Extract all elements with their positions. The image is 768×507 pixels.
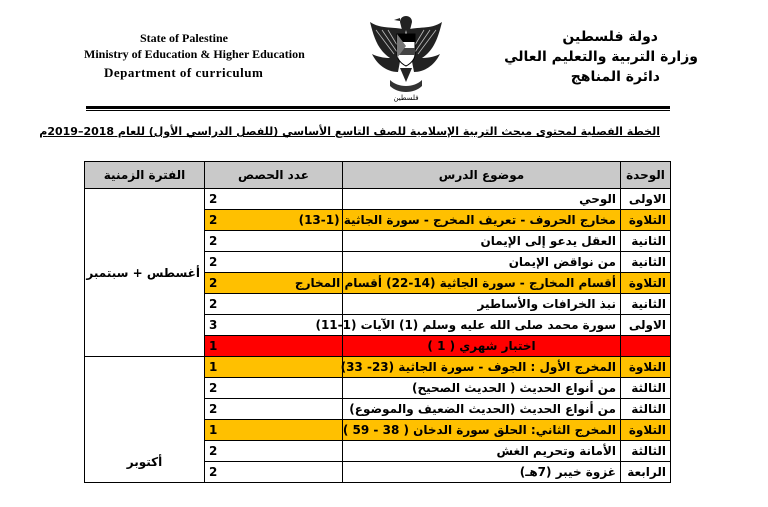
row-topic: من أنواع الحديث ( الحديث الصحيح) bbox=[343, 378, 621, 399]
header-topic: موضوع الدرس bbox=[343, 162, 621, 189]
header-period: الفترة الزمنية bbox=[85, 162, 205, 189]
row-topic: الوحي bbox=[343, 189, 621, 210]
row-unit: الاولى bbox=[621, 189, 671, 210]
row-topic: غزوة خيبر (7هـ) bbox=[343, 462, 621, 483]
row-topic: من نواقض الإيمان bbox=[343, 252, 621, 273]
row-unit: التلاوة bbox=[621, 273, 671, 294]
state-name-en: State of Palestine bbox=[140, 31, 228, 45]
emblem-caption: فلسطين bbox=[393, 94, 419, 102]
row-unit bbox=[621, 336, 671, 357]
row-topic: الأمانة وتحريم الغش bbox=[343, 441, 621, 462]
table-row bbox=[85, 189, 671, 210]
row-unit: الثانية bbox=[621, 252, 671, 273]
department-name-en: Department of curriculum bbox=[104, 65, 264, 80]
row-count: 2 bbox=[205, 294, 343, 315]
row-count: 1 bbox=[205, 357, 343, 378]
row-unit: التلاوة bbox=[621, 210, 671, 231]
row-count: 2 bbox=[205, 252, 343, 273]
row-topic: اختبار شهري ( 1 ) bbox=[343, 336, 621, 357]
row-topic: أقسام المخارج - سورة الجاثية (14-22) أقسام المخارج bbox=[343, 273, 621, 294]
row-topic: العقل يدعو إلى الإيمان bbox=[343, 231, 621, 252]
header-count: عدد الحصص bbox=[205, 162, 343, 189]
row-count: 2 bbox=[205, 231, 343, 252]
row-count: 3 bbox=[205, 315, 343, 336]
department-name-ar: دائرة المناهج bbox=[570, 69, 660, 85]
row-topic: مخارج الحروف - تعريف المخرج - سورة الجاثية (1-13) bbox=[343, 210, 621, 231]
row-count: 2 bbox=[205, 210, 343, 231]
row-unit: الثالثة bbox=[621, 441, 671, 462]
row-count: 1 bbox=[205, 336, 343, 357]
palestine-eagle-emblem bbox=[364, 8, 448, 104]
row-unit: الثالثة bbox=[621, 378, 671, 399]
row-unit: الثانية bbox=[621, 294, 671, 315]
row-unit: الاولى bbox=[621, 315, 671, 336]
row-unit: التلاوة bbox=[621, 357, 671, 378]
arabic-letterhead bbox=[504, 28, 698, 87]
row-count: 2 bbox=[205, 462, 343, 483]
period-aug-sep: أغسطس + سبتمبر bbox=[85, 189, 205, 357]
header-divider bbox=[86, 106, 670, 109]
row-count: 1 bbox=[205, 420, 343, 441]
row-unit: الثالثة bbox=[621, 399, 671, 420]
row-topic: المخرج الأول : الجوف - سورة الجاثية (23- 33) bbox=[343, 357, 621, 378]
row-count: 2 bbox=[205, 189, 343, 210]
row-topic: سورة محمد صلى الله عليه وسلم (1) الآيات (1-11) bbox=[343, 315, 621, 336]
plan-title: الخطة الفصلية لمحتوى مبحث التربية الإسلامية للصف التاسع الأساسي (للفصل الدراسي الأول) للعام 2018–2019م bbox=[39, 125, 660, 138]
row-topic: من أنواع الحديث (الحديث الضعيف والموضوع) bbox=[343, 399, 621, 420]
english-letterhead bbox=[84, 30, 305, 83]
row-count: 2 bbox=[205, 273, 343, 294]
letterhead bbox=[0, 0, 768, 110]
state-name-ar: دولة فلسطين bbox=[562, 29, 658, 45]
ministry-name-ar: وزارة التربية والتعليم العالي bbox=[504, 49, 698, 65]
row-count: 2 bbox=[205, 378, 343, 399]
row-count: 2 bbox=[205, 441, 343, 462]
table-header-row bbox=[85, 162, 671, 189]
row-topic: نبذ الخرافات والأساطير bbox=[343, 294, 621, 315]
header-divider-thin bbox=[86, 110, 670, 111]
row-topic: المخرج الثاني: الحلق سورة الدخان ( 38 - 59 ) bbox=[343, 420, 621, 441]
ministry-name-en: Ministry of Education & Higher Education bbox=[84, 47, 305, 61]
table-row bbox=[85, 357, 671, 378]
period-october: أكتوبر bbox=[85, 357, 205, 483]
semester-plan-table bbox=[84, 161, 671, 483]
row-unit: التلاوة bbox=[621, 420, 671, 441]
row-count: 2 bbox=[205, 399, 343, 420]
row-unit: الثانية bbox=[621, 231, 671, 252]
row-unit: الرابعة bbox=[621, 462, 671, 483]
header-unit: الوحدة bbox=[621, 162, 671, 189]
